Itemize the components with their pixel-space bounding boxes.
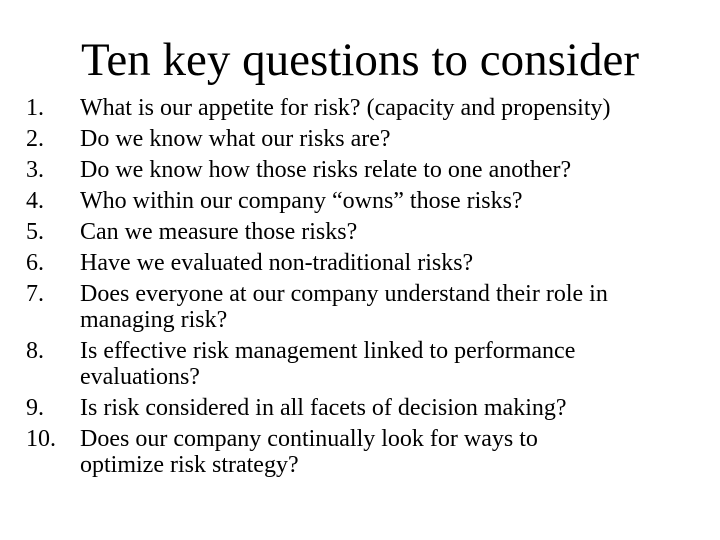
- question-item-10: [26, 426, 716, 478]
- question-item-7: [26, 281, 716, 333]
- question-number: 4.: [26, 188, 44, 214]
- question-number: 2.: [26, 126, 44, 152]
- question-number: 9.: [26, 395, 44, 421]
- question-text-line: Who within our company “owns” those risks?: [80, 188, 523, 214]
- question-text-line: managing risk?: [80, 307, 228, 333]
- question-item-8: [26, 338, 716, 390]
- question-text-line: Is effective risk management linked to performance: [80, 338, 576, 364]
- question-item-1: [26, 95, 716, 121]
- question-text-line: evaluations?: [80, 364, 200, 390]
- question-text-line: Do we know how those risks relate to one another?: [80, 157, 572, 183]
- questions-list: [26, 95, 716, 483]
- question-text-line: Can we measure those risks?: [80, 219, 358, 245]
- question-text-line: Is risk considered in all facets of decision making?: [80, 395, 567, 421]
- question-item-5: [26, 219, 716, 245]
- question-text-line: Does our company continually look for ways to: [80, 426, 538, 452]
- slide-title: Ten key questions to consider: [81, 34, 639, 86]
- question-text-line: Does everyone at our company understand their role in: [80, 281, 608, 307]
- question-number: 5.: [26, 219, 44, 245]
- question-text-line: Do we know what our risks are?: [80, 126, 391, 152]
- question-text-line: Have we evaluated non-traditional risks?: [80, 250, 474, 276]
- question-number: 3.: [26, 157, 44, 183]
- question-item-3: [26, 157, 716, 183]
- question-number: 10.: [26, 426, 56, 452]
- question-item-2: [26, 126, 716, 152]
- question-text-line: optimize risk strategy?: [80, 452, 299, 478]
- question-text-line: What is our appetite for risk? (capacity and propensity): [80, 95, 611, 121]
- question-item-4: [26, 188, 716, 214]
- question-number: 7.: [26, 281, 44, 307]
- question-item-6: [26, 250, 716, 276]
- question-number: 6.: [26, 250, 44, 276]
- question-item-9: [26, 395, 716, 421]
- question-number: 1.: [26, 95, 44, 121]
- question-number: 8.: [26, 338, 44, 364]
